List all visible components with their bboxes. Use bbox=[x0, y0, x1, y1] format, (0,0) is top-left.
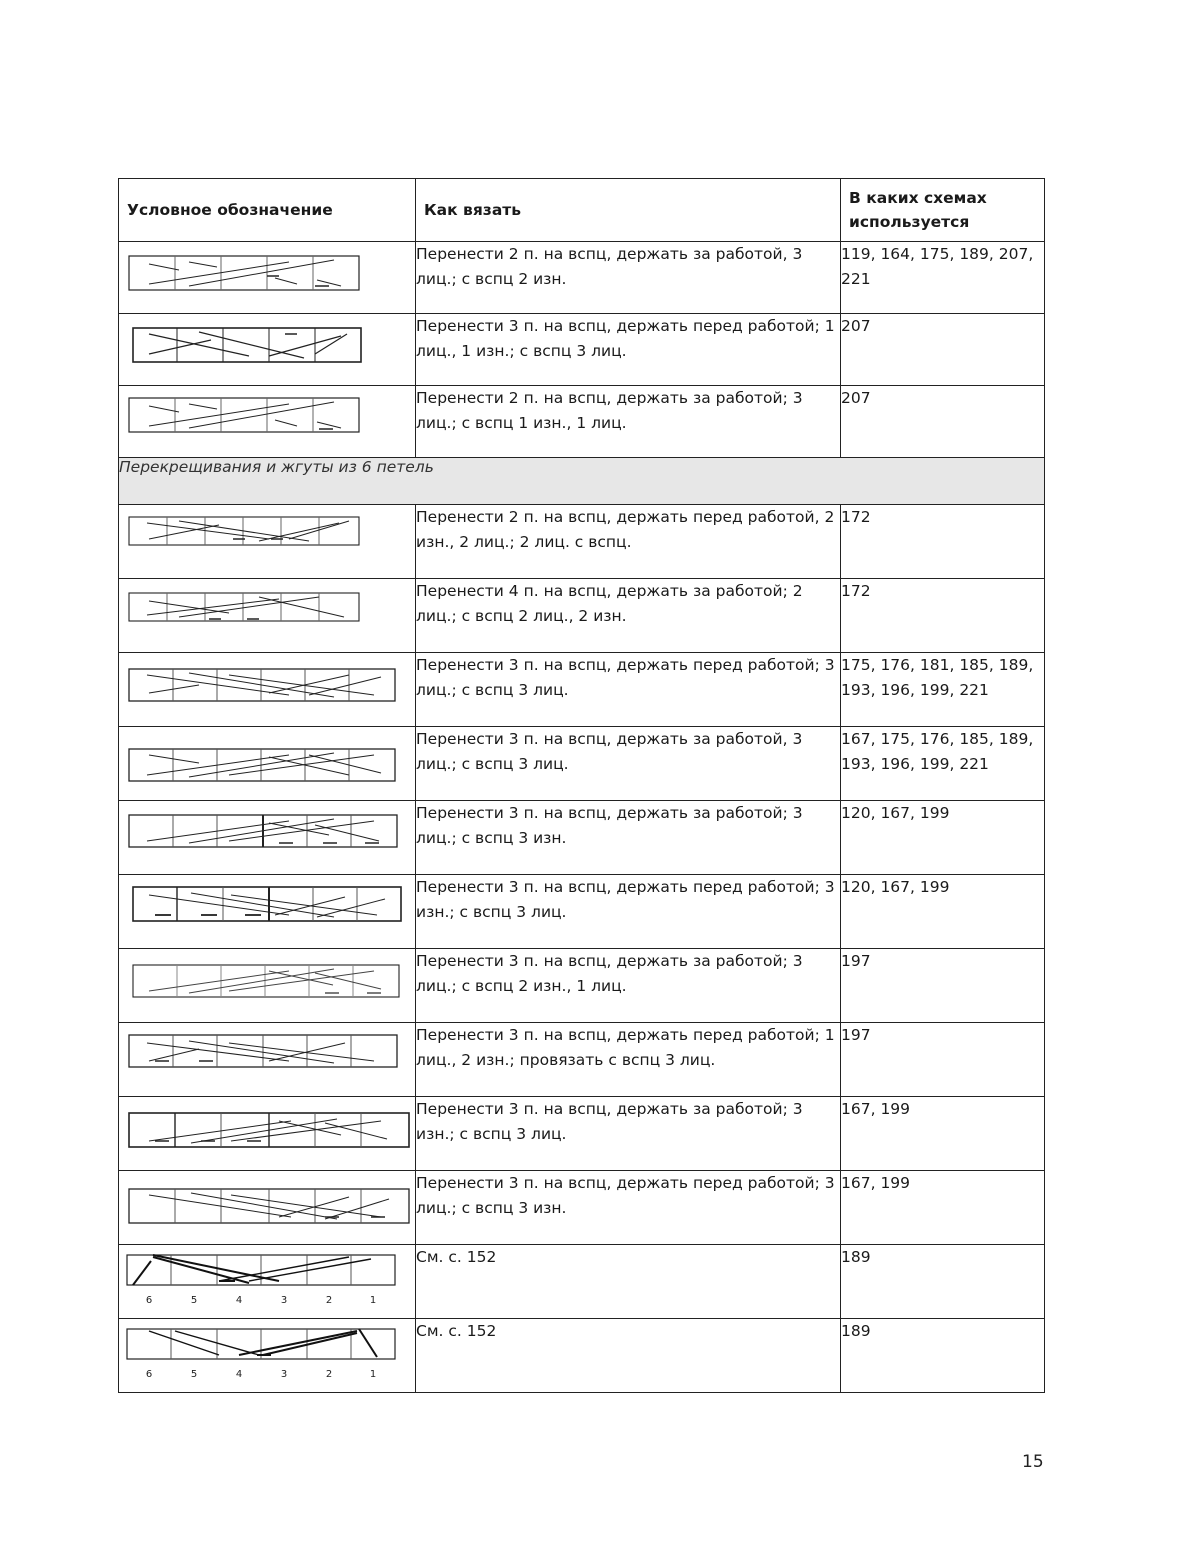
stitch-number: 3 bbox=[280, 1369, 288, 1380]
symbol-cell bbox=[119, 1319, 416, 1393]
cable-symbol-icon bbox=[119, 579, 416, 651]
header-how-to-knit: Как вязать bbox=[416, 179, 841, 242]
stitch-number: 6 bbox=[145, 1369, 153, 1380]
cable-symbol-icon bbox=[119, 1245, 416, 1317]
cable-symbol-icon bbox=[119, 314, 416, 386]
table-row bbox=[119, 242, 1045, 314]
how-to-knit-cell: Перенести 3 п. на вспц, держать перед работой; 3 изн.; с вспц 3 лиц. bbox=[416, 875, 841, 949]
table-row bbox=[119, 1171, 1045, 1245]
used-in-charts-cell: 197 bbox=[841, 1023, 1045, 1097]
stitch-number: 5 bbox=[190, 1369, 198, 1380]
used-in-charts-cell: 197 bbox=[841, 949, 1045, 1023]
cable-symbol-icon bbox=[119, 505, 416, 577]
symbol-cell bbox=[119, 1023, 416, 1097]
cable-symbol-icon bbox=[119, 949, 416, 1021]
table-row bbox=[119, 727, 1045, 801]
used-in-charts-cell: 175, 176, 181, 185, 189, 193, 196, 199, 221 bbox=[841, 653, 1045, 727]
used-in-charts-cell: 167, 175, 176, 185, 189, 193, 196, 199, 221 bbox=[841, 727, 1045, 801]
table-row bbox=[119, 1319, 1045, 1393]
stitch-number: 1 bbox=[369, 1295, 377, 1306]
symbol-cell bbox=[119, 242, 416, 314]
how-to-knit-cell: Перенести 3 п. на вспц, держать за работой; 3 изн.; с вспц 3 лиц. bbox=[416, 1097, 841, 1171]
symbol-cell bbox=[119, 727, 416, 801]
how-to-knit-cell: См. с. 152 bbox=[416, 1319, 841, 1393]
symbols-table bbox=[118, 178, 1045, 1393]
cable-symbol-icon bbox=[119, 1171, 416, 1243]
how-to-knit-cell: Перенести 2 п. на вспц, держать за работой; 3 лиц.; с вспц 1 изн., 1 лиц. bbox=[416, 386, 841, 458]
used-in-charts-cell: 167, 199 bbox=[841, 1171, 1045, 1245]
table-row bbox=[119, 505, 1045, 579]
how-to-knit-cell: Перенести 3 п. на вспц, держать за работой, 3 лиц.; с вспц 3 лиц. bbox=[416, 727, 841, 801]
stitch-number: 2 bbox=[325, 1295, 333, 1306]
table-row bbox=[119, 1097, 1045, 1171]
stitch-number: 3 bbox=[280, 1295, 288, 1306]
stitch-number: 4 bbox=[235, 1369, 243, 1380]
table-row bbox=[119, 314, 1045, 386]
used-in-charts-cell: 119, 164, 175, 189, 207, 221 bbox=[841, 242, 1045, 314]
used-in-charts-cell: 120, 167, 199 bbox=[841, 875, 1045, 949]
how-to-knit-cell: См. с. 152 bbox=[416, 1245, 841, 1319]
how-to-knit-cell: Перенести 2 п. на вспц, держать перед работой, 2 изн., 2 лиц.; 2 лиц. с вспц. bbox=[416, 505, 841, 579]
table-row bbox=[119, 801, 1045, 875]
symbol-cell bbox=[119, 949, 416, 1023]
stitch-number: 2 bbox=[325, 1369, 333, 1380]
how-to-knit-cell: Перенести 2 п. на вспц, держать за работой, 3 лиц.; с вспц 2 изн. bbox=[416, 242, 841, 314]
used-in-charts-cell: 120, 167, 199 bbox=[841, 801, 1045, 875]
used-in-charts-cell: 167, 199 bbox=[841, 1097, 1045, 1171]
symbol-cell bbox=[119, 1171, 416, 1245]
table-header-row bbox=[119, 179, 1045, 242]
section-title: Перекрещивания и жгуты из 6 петель bbox=[119, 458, 1045, 505]
stitch-number: 4 bbox=[235, 1295, 243, 1306]
used-in-charts-cell: 172 bbox=[841, 579, 1045, 653]
cable-symbol-icon bbox=[119, 242, 416, 314]
used-in-charts-cell: 189 bbox=[841, 1319, 1045, 1393]
stitch-number: 5 bbox=[190, 1295, 198, 1306]
used-in-charts-cell: 207 bbox=[841, 314, 1045, 386]
cable-symbol-icon bbox=[119, 727, 416, 799]
table-row bbox=[119, 386, 1045, 458]
cable-symbol-icon bbox=[119, 801, 416, 873]
symbol-cell bbox=[119, 653, 416, 727]
how-to-knit-cell: Перенести 3 п. на вспц, держать за работой; 3 лиц.; с вспц 2 изн., 1 лиц. bbox=[416, 949, 841, 1023]
used-in-charts-cell: 207 bbox=[841, 386, 1045, 458]
how-to-knit-cell: Перенести 3 п. на вспц, держать перед работой; 3 лиц.; с вспц 3 лиц. bbox=[416, 653, 841, 727]
how-to-knit-cell: Перенести 3 п. на вспц, держать перед работой; 1 лиц., 1 изн.; с вспц 3 лиц. bbox=[416, 314, 841, 386]
header-symbol: Условное обозначение bbox=[119, 179, 416, 242]
symbol-cell bbox=[119, 579, 416, 653]
table-row bbox=[119, 1023, 1045, 1097]
table-row bbox=[119, 1245, 1045, 1319]
used-in-charts-cell: 172 bbox=[841, 505, 1045, 579]
table-row bbox=[119, 653, 1045, 727]
header-used-in-charts: В каких схемах используется bbox=[841, 179, 1045, 242]
cable-symbol-icon bbox=[119, 1097, 416, 1169]
used-in-charts-cell: 189 bbox=[841, 1245, 1045, 1319]
cable-symbol-icon bbox=[119, 386, 416, 458]
symbol-cell bbox=[119, 1097, 416, 1171]
section-row bbox=[119, 458, 1045, 505]
table-row bbox=[119, 579, 1045, 653]
symbol-cell bbox=[119, 801, 416, 875]
table-row bbox=[119, 949, 1045, 1023]
symbol-cell bbox=[119, 505, 416, 579]
how-to-knit-cell: Перенести 3 п. на вспц, держать перед работой; 1 лиц., 2 изн.; провязать с вспц 3 лиц. bbox=[416, 1023, 841, 1097]
cable-symbol-icon bbox=[119, 1023, 416, 1095]
how-to-knit-cell: Перенести 3 п. на вспц, держать за работой; 3 лиц.; с вспц 3 изн. bbox=[416, 801, 841, 875]
symbol-cell bbox=[119, 314, 416, 386]
stitch-number: 1 bbox=[369, 1369, 377, 1380]
table-row bbox=[119, 875, 1045, 949]
how-to-knit-cell: Перенести 4 п. на вспц, держать за работой; 2 лиц.; с вспц 2 лиц., 2 изн. bbox=[416, 579, 841, 653]
cable-symbol-icon bbox=[119, 875, 416, 947]
cable-symbol-icon bbox=[119, 1319, 416, 1391]
symbol-cell bbox=[119, 1245, 416, 1319]
how-to-knit-cell: Перенести 3 п. на вспц, держать перед работой; 3 лиц.; с вспц 3 изн. bbox=[416, 1171, 841, 1245]
page-number: 15 bbox=[1022, 1452, 1044, 1472]
stitch-number: 6 bbox=[145, 1295, 153, 1306]
symbol-cell bbox=[119, 386, 416, 458]
cable-symbol-icon bbox=[119, 653, 416, 725]
symbol-cell bbox=[119, 875, 416, 949]
